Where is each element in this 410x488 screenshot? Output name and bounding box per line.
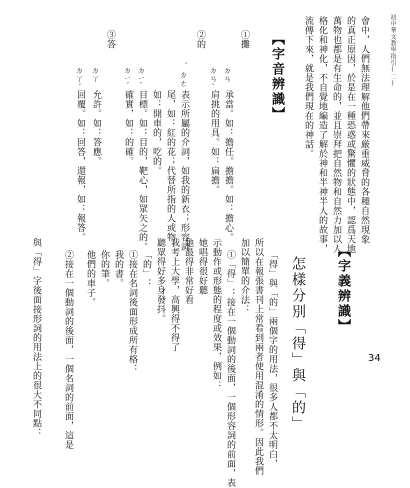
- running-header: 初中華文教學指引(二): [389, 14, 396, 88]
- body-line-2: 所以在報張書刊上常看到兩者使用混淆的情形。因此我們: [253, 238, 263, 476]
- section-subtitle: 怎樣分別「得」與「的」: [290, 256, 306, 432]
- body-line-16: 與「得」字後面接形詞的用法上的很大不同點：: [31, 238, 41, 438]
- item2-number: ②的: [195, 30, 205, 49]
- intro-line-5: 流傳下來，就是我們現在的神話。: [303, 16, 313, 159]
- body-line-5: 示動作或形態的程度或效果，例如：: [211, 238, 221, 390]
- intro-line-4: 格化和神化，不自覺地編造了解於神和半神半人的故事，: [317, 16, 327, 254]
- item1-number: ①攤: [239, 30, 249, 49]
- body-line-10: 「的」：: [141, 250, 151, 288]
- page-number: 34: [368, 353, 381, 364]
- item2-def-1: 表示所屬的介詞，如我的新衣；形容詞: [179, 90, 189, 252]
- body-line-8: 我考上大學，高興得不得了: [169, 238, 179, 352]
- body-line-9: 聽眾得好多身發抖。: [155, 238, 165, 324]
- item1-def-1: 承當。如：擔任。擔擔。如：擔心。: [223, 90, 233, 242]
- item3-bopo-1: ㄉㄚ: [91, 66, 100, 83]
- item2-def-2: 尾，如：紅的花；代替所指的人或物。: [165, 90, 175, 252]
- body-line-7: 她最得非常好看: [183, 238, 193, 305]
- intro-line-1: 會中，人們無法理解他們帶來厳重威脅的各種自然現象: [359, 16, 369, 244]
- item2-bopo-5: ㄉㄧˊ: [123, 66, 132, 91]
- section-title-meaning: 【字義辨識】: [335, 244, 350, 334]
- item1-bopo-2: ㄉㄢˋ: [209, 66, 218, 93]
- body-line-12: 我的書。: [113, 250, 123, 288]
- section-title-pronunciation: 【字音辨識】: [269, 32, 284, 122]
- body-line-1: 「得」與「的」兩個字的用法，很多人都不太明白，: [267, 250, 277, 469]
- item1-def-2: 肩挑的用具。如：扁擔。: [209, 90, 219, 195]
- body-line-3: 加以簡單的介法：: [239, 238, 249, 314]
- body-line-11: ①接在名詞後面形成所有格：: [127, 250, 137, 374]
- item3-bopo-2: ㄉㄚˊ: [75, 66, 84, 93]
- item2-def-3: 如：開車的，吃的。: [151, 90, 161, 176]
- item1-bopo-1: ㄉㄢ: [223, 66, 232, 83]
- item2-def-4: 目標。如：目的，靶心，如眾矢之的。: [137, 90, 147, 252]
- item2-def-5: 確實，如：的確。: [123, 90, 133, 166]
- item3-number: ③答: [105, 30, 115, 49]
- body-line-15: ②接在一個動詞的後面，一個名詞的前面，這是: [63, 250, 73, 450]
- intro-line-3: 萬物也都是有生命的，並且崇拜把自然物和自然力加以人: [331, 16, 341, 254]
- item3-def-1: 允許。如：答應。: [91, 90, 101, 166]
- body-line-14: 他們的車子。: [85, 250, 95, 307]
- item2-bopo-4: ㄉㄧˋ: [137, 66, 146, 91]
- body-line-6: 她唱得很好聽: [197, 238, 207, 295]
- intro-line-2: 的真正原因，於是在一種恐惑或驚懼的狀態中，認爲天地: [345, 16, 355, 254]
- body-line-4: ①「得」：接在一個動詞的後面，一個形容詞的前面，表: [225, 250, 235, 488]
- body-line-13: 你的筆。: [99, 250, 109, 288]
- item2-bopo-1: ．ㄉㄜ: [179, 62, 188, 88]
- item3-def-2: 回覆。如：回答，還報，如：報答。: [75, 90, 85, 242]
